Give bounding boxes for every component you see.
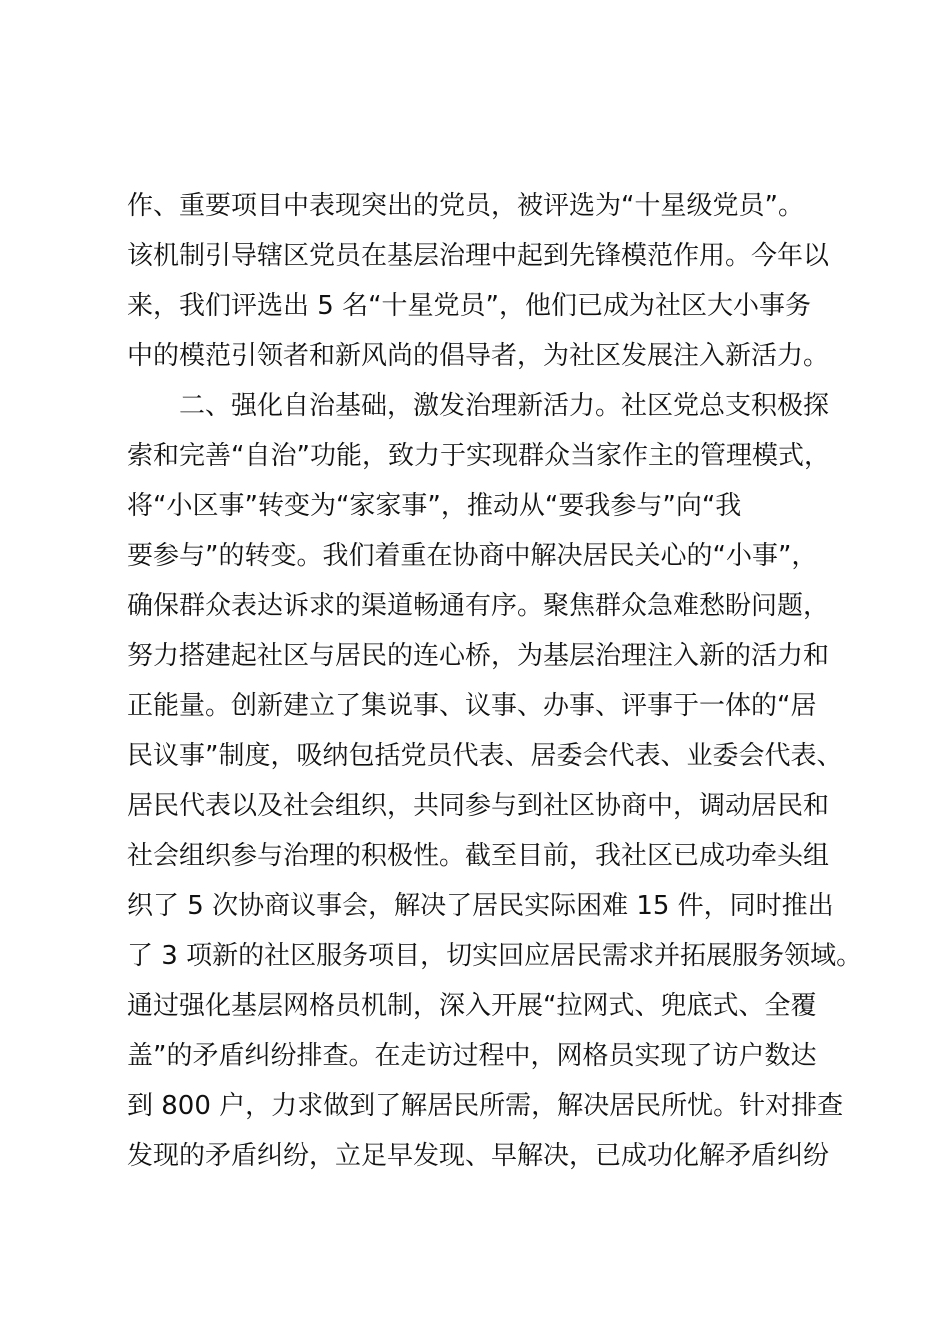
text-line: 作、重要项目中表现突出的党员，被评选为“十星级党员”。 xyxy=(127,191,804,221)
text-line: 确保群众表达诉求的渠道畅通有序。聚焦群众急难愁盼问题， xyxy=(127,591,830,621)
text-line: 盖”的矛盾纠纷排查。在走访过程中，网格员实现了访户数达 xyxy=(127,1041,817,1071)
text-line: 到 800 户，力求做到了解居民所需，解决居民所忧。针对排查 xyxy=(127,1091,844,1121)
text-line: 该机制引导辖区党员在基层治理中起到先锋模范作用。今年以 xyxy=(127,241,830,271)
body-text xyxy=(127,181,863,1181)
text-line: 织了 5 次协商议事会，解决了居民实际困难 15 件，同时推出 xyxy=(127,891,834,921)
text-line: 努力搭建起社区与居民的连心桥，为基层治理注入新的活力和 xyxy=(127,641,830,671)
text-line: 发现的矛盾纠纷，立足早发现、早解决，已成功化解矛盾纠纷 xyxy=(127,1141,830,1171)
text-line: 了 3 项新的社区服务项目，切实回应居民需求并拓展服务领域。 xyxy=(127,941,863,971)
paragraph-start-line: 二、强化自治基础，激发治理新活力。社区党总支积极探 xyxy=(179,391,830,421)
text-line: 社会组织参与治理的积极性。截至目前，我社区已成功牵头组 xyxy=(127,841,830,871)
text-line: 居民代表以及社会组织，共同参与到社区协商中，调动居民和 xyxy=(127,791,830,821)
text-line: 来，我们评选出 5 名“十星党员”，他们已成为社区大小事务 xyxy=(127,291,812,321)
text-line: 要参与”的转变。我们着重在协商中解决居民关心的“小事”， xyxy=(127,541,818,571)
text-line: 民议事”制度，吸纳包括党员代表、居委会代表、业委会代表、 xyxy=(127,741,843,771)
text-line: 通过强化基层网格员机制，深入开展“拉网式、兜底式、全覆 xyxy=(127,991,817,1021)
text-line: 中的模范引领者和新风尚的倡导者，为社区发展注入新活力。 xyxy=(127,341,830,371)
text-line: 索和完善“自治”功能，致力于实现群众当家作主的管理模式， xyxy=(127,441,830,471)
text-line: 正能量。创新建立了集说事、议事、办事、评事于一体的“居 xyxy=(127,691,817,721)
text-line: 将“小区事”转变为“家家事”，推动从“要我参与”向“我 xyxy=(127,491,742,521)
